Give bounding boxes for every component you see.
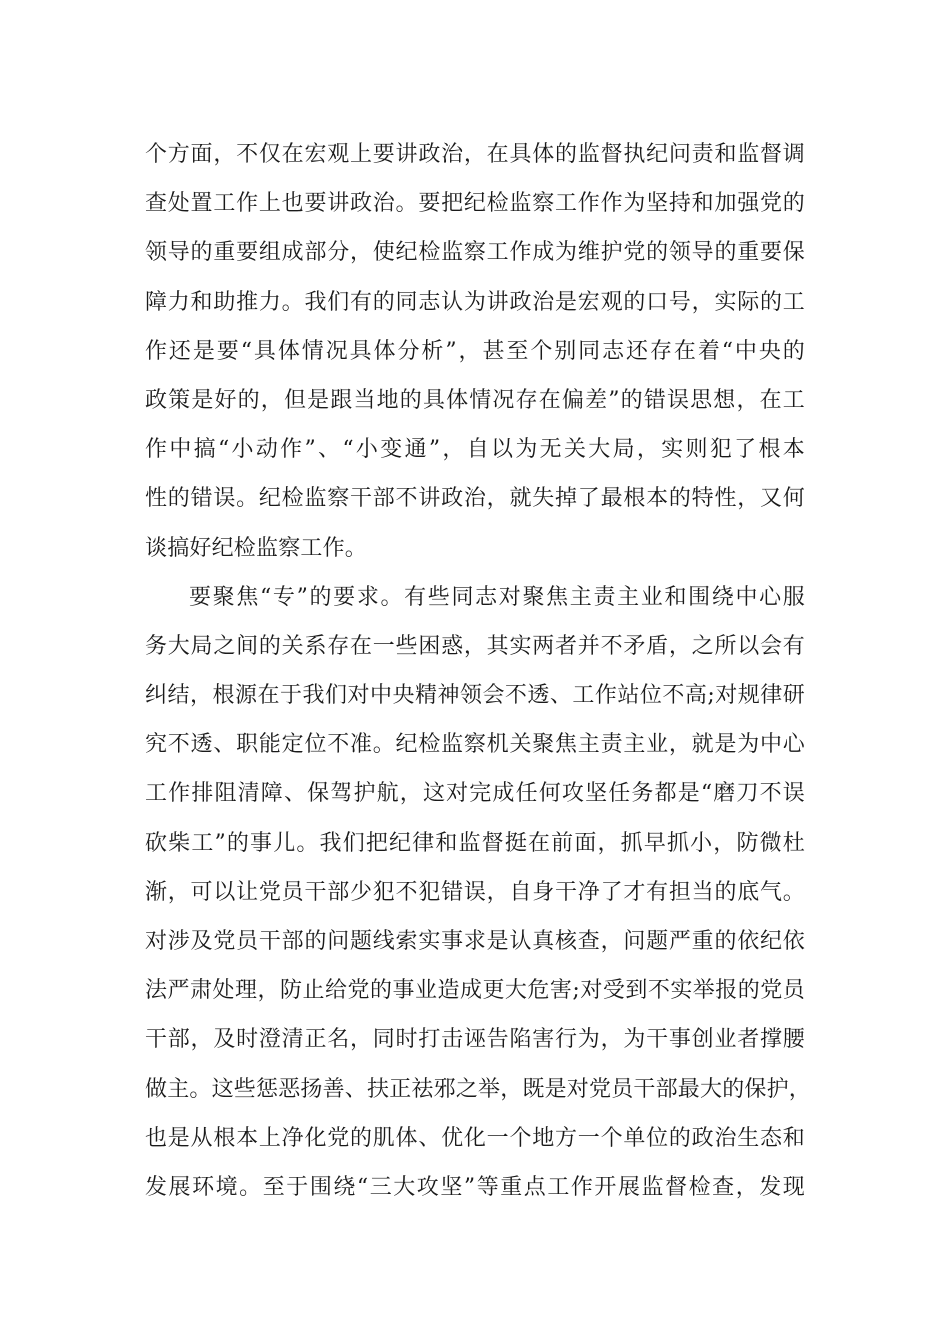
- text-line: 查处置工作上也要讲政治。要把纪检监察工作作为坚持和加强党的: [145, 191, 805, 217]
- text-line: 对涉及党员干部的问题线索实事求是认真核查，问题严重的依纪依: [145, 929, 805, 954]
- text-line: 领导的重要组成部分，使纪检监察工作成为维护党的领导的重要保: [145, 240, 805, 266]
- text-line: 谈搞好纪检监察工作。: [145, 535, 368, 561]
- document-body: [145, 130, 812, 1212]
- text-line: 工作排阻清障、保驾护航，这对完成任何攻坚任务都是“磨刀不误: [145, 781, 805, 807]
- text-line: 究不透、职能定位不准。纪检监察机关聚焦主责主业，就是为中心: [145, 732, 805, 758]
- text-line: 也是从根本上净化党的肌体、优化一个地方一个单位的政治生态和: [145, 1125, 805, 1151]
- text-line: 渐，可以让党员干部少犯不犯错误，自身干净了才有担当的底气。: [145, 879, 805, 905]
- text-line: 务大局之间的关系存在一些困惑，其实两者并不矛盾，之所以会有: [145, 633, 805, 659]
- text-line: 干部，及时澄清正名，同时打击诬告陷害行为，为干事创业者撑腰: [145, 1027, 805, 1053]
- text-line: 砍柴工”的事儿。我们把纪律和监督挺在前面，抓早抓小，防微杜: [145, 830, 805, 856]
- text-line: 要聚焦“专”的要求。有些同志对聚焦主责主业和围绕中心服: [189, 584, 805, 610]
- text-line: 作还是要“具体情况具体分析”，甚至个别同志还存在着“中央的: [145, 338, 805, 364]
- text-line: 作中搞“小动作”、“小变通”，自以为无关大局，实则犯了根本: [145, 437, 805, 463]
- text-line: 个方面，不仅在宏观上要讲政治，在具体的监督执纪问责和监督调: [145, 142, 805, 167]
- text-line: 障力和助推力。我们有的同志认为讲政治是宏观的口号，实际的工: [145, 289, 805, 315]
- text-line: 政策是好的，但是跟当地的具体情况存在偏差”的错误思想，在工: [145, 387, 805, 413]
- text-line: 性的错误。纪检监察干部不讲政治，就失掉了最根本的特性，又何: [145, 486, 805, 512]
- text-line: 法严肃处理，防止给党的事业造成更大危害;对受到不实举报的党员: [145, 978, 805, 1004]
- text-line: 发展环境。至于围绕“三大攻坚”等重点工作开展监督检查，发现: [145, 1174, 805, 1200]
- text-line: 做主。这些惩恶扬善、扶正祛邪之举，既是对党员干部最大的保护，: [145, 1076, 812, 1102]
- text-line: 纠结，根源在于我们对中央精神领会不透、工作站位不高;对规律研: [145, 683, 805, 709]
